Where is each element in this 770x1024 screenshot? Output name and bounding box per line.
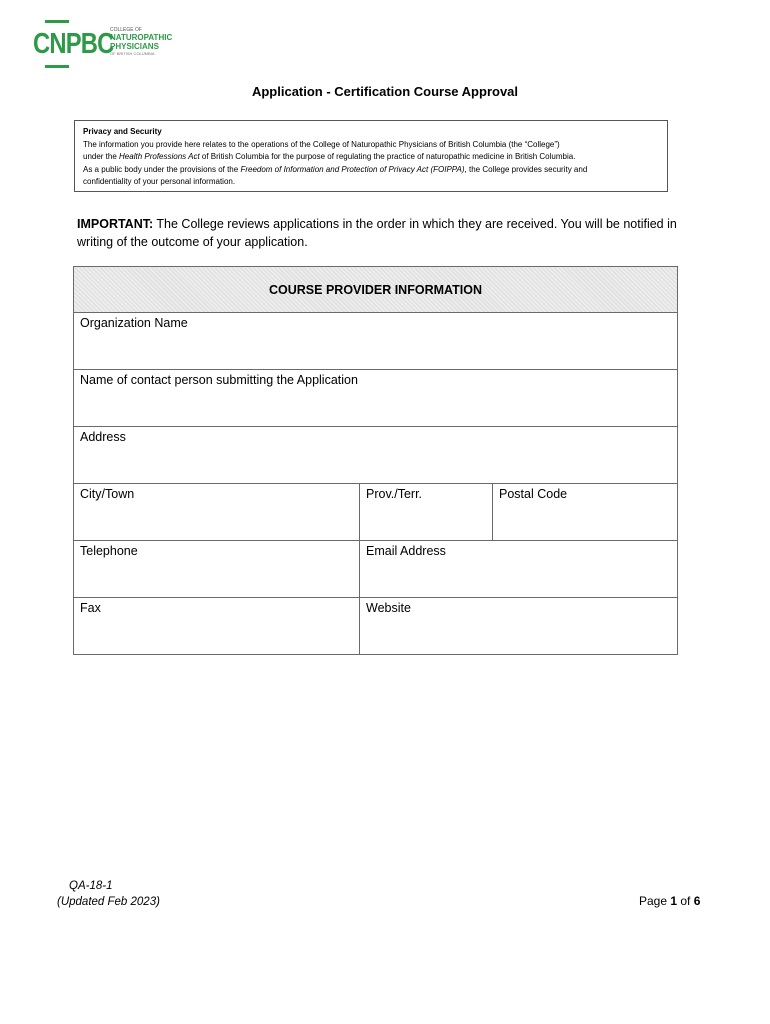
city-field[interactable]: City/Town: [74, 484, 360, 541]
section-header: COURSE PROVIDER INFORMATION: [74, 267, 678, 313]
cnpbc-logo: [33, 20, 173, 70]
fax-field[interactable]: Fax: [74, 598, 360, 655]
privacy-line-2: under the Health Professions Act of British Columbia for the purpose of regulating the practice of naturopathic medicine in British Columbia.: [83, 152, 576, 161]
logo-line-3: PHYSICIANS: [110, 42, 159, 51]
document-code: QA-18-1: [69, 880, 113, 892]
page-title: Application - Certification Course Approval: [251, 84, 519, 99]
logo-top-bar: [45, 20, 69, 23]
page-number: Page 1 of 6: [639, 894, 701, 908]
logo-line-1: COLLEGE OF: [110, 27, 142, 33]
province-field[interactable]: Prov./Terr.: [360, 484, 493, 541]
important-label: IMPORTANT:: [77, 217, 154, 231]
logo-mark: CNPBC: [33, 28, 114, 60]
logo-text: [110, 28, 172, 56]
privacy-notice-box: [74, 120, 668, 192]
course-provider-form: [73, 266, 678, 655]
updated-date: (Updated Feb 2023): [57, 896, 160, 908]
postal-code-field[interactable]: Postal Code: [493, 484, 678, 541]
logo-line-4: OF BRITISH COLUMBIA: [110, 51, 155, 56]
email-field[interactable]: Email Address: [360, 541, 678, 598]
telephone-field[interactable]: Telephone: [74, 541, 360, 598]
contact-person-field[interactable]: Name of contact person submitting the Application: [74, 370, 678, 427]
privacy-line-3: As a public body under the provisions of the Freedom of Information and Protection of Privacy Act (FOIPPA), the College provides security and: [83, 164, 588, 174]
organization-name-field[interactable]: Organization Name: [74, 313, 678, 370]
important-notice: [77, 215, 677, 251]
website-field[interactable]: Website: [360, 598, 678, 655]
important-text: The College reviews applications in the order in which they are received. You will be notified in writing of the outcome of your application.: [77, 217, 677, 249]
address-field[interactable]: Address: [74, 427, 678, 484]
logo-line-2: NATUROPATHIC: [110, 33, 173, 42]
document-code-block: [57, 878, 160, 910]
privacy-line-4: confidentiality of your personal information.: [83, 177, 236, 186]
privacy-line-1: The information you provide here relates to the operations of the College of Naturopathic Physicians of British Columbia (the “College”): [83, 139, 560, 149]
logo-bottom-bar: [45, 65, 69, 68]
privacy-heading: Privacy and Security: [83, 127, 162, 136]
